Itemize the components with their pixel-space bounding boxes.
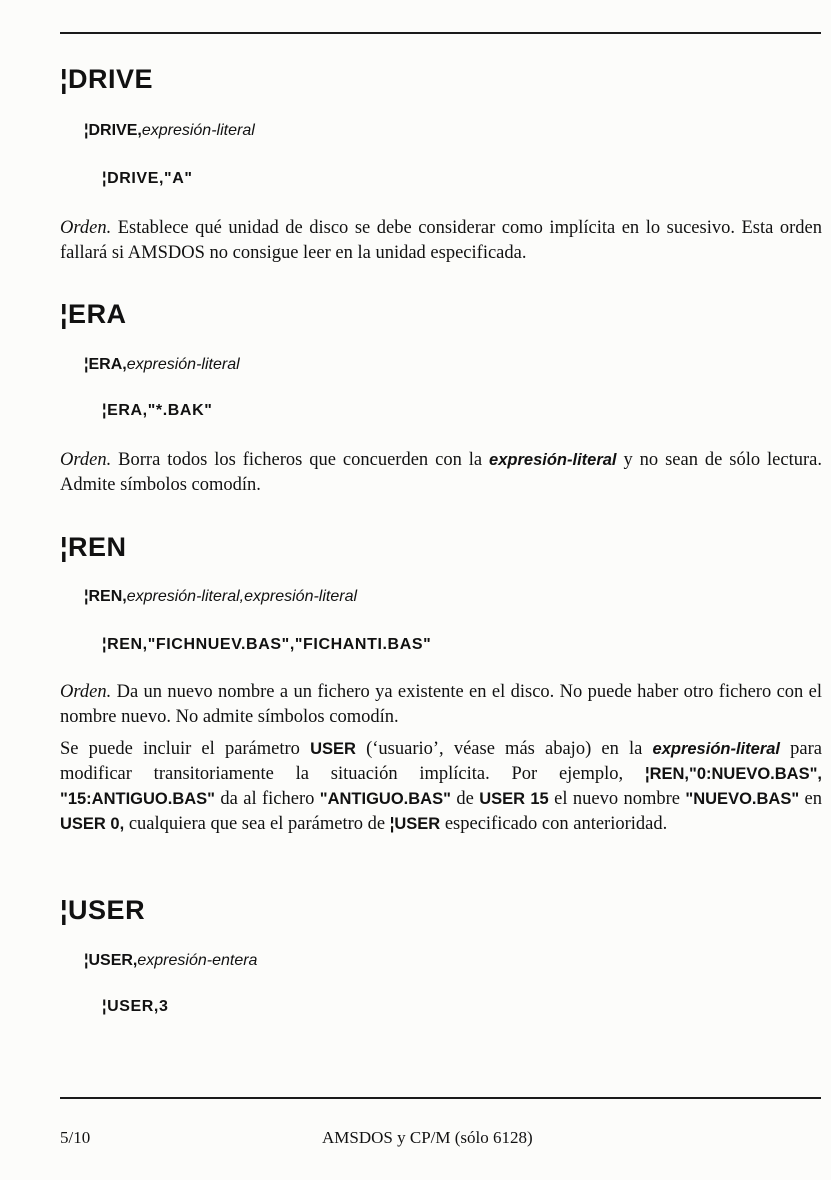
ren-syntax [84, 588, 357, 606]
user-syntax [84, 952, 257, 970]
ren-p2-text-1: Se puede incluir el parámetro [60, 739, 311, 759]
era-syntax [84, 356, 240, 374]
drive-heading: ¦DRIVE [60, 64, 154, 94]
drive-syntax [84, 122, 255, 140]
ren-p2-user-15: USER 15 [479, 790, 549, 808]
user-syntax-argument: expresión-entera [137, 952, 258, 969]
ren-p2-user-keyword: USER [310, 740, 356, 758]
top-rule [60, 32, 821, 34]
ren-example: ¦REN,"FICHNUEV.BAS","FICHANTI.BAS" [102, 636, 432, 653]
drive-desc-text: Establece qué unidad de disco se debe considerar como implícita en lo sucesivo. Esta orden fallará si AMSDOS no consigue leer en la unidad especificada. [60, 218, 822, 263]
era-desc-text-2: y no sean de sólo lectura. Admite símbolos comodín. [60, 450, 822, 495]
era-desc-term: expresión-literal [489, 451, 617, 469]
drive-desc-label: Orden. [60, 218, 112, 238]
ren-p2-text-3: para modificar transitoriamente la situación implícita. Por ejemplo, [60, 739, 822, 784]
user-heading: ¦USER [60, 895, 146, 925]
ren-desc-label: Orden. [60, 682, 112, 702]
ren-p2-text-4: da al fichero [215, 789, 320, 809]
ren-user-paragraph [60, 737, 822, 837]
ren-p2-text-5: de [450, 789, 480, 809]
ren-desc-text: Da un nuevo nombre a un fichero ya existente en el disco. No puede haber otro fichero con el nombre nuevo. No admite símbolos comodín. [60, 682, 822, 727]
era-heading: ¦ERA [60, 299, 127, 329]
bottom-rule [60, 1097, 821, 1099]
ren-description [60, 680, 822, 730]
era-desc-text-1: Borra todos los ficheros que concuerden con la [111, 450, 490, 470]
era-desc-label: Orden. [60, 450, 112, 470]
ren-p2-new-filename: "NUEVO.BAS" [685, 790, 800, 808]
drive-description [60, 216, 822, 266]
era-syntax-command: ¦ERA, [84, 356, 127, 373]
page-number: 5/10 [60, 1128, 91, 1147]
ren-p2-old-filename: "ANTIGUO.BAS" [319, 790, 451, 808]
ren-p2-text-6: el nuevo nombre [548, 789, 686, 809]
drive-example: ¦DRIVE,"A" [102, 170, 193, 187]
era-description [60, 448, 822, 498]
user-syntax-command: ¦USER, [84, 952, 138, 969]
ren-p2-user-command: ¦USER [389, 815, 441, 833]
ren-syntax-command: ¦REN, [84, 588, 127, 605]
ren-heading: ¦REN [60, 532, 127, 562]
era-example: ¦ERA,"*.BAK" [102, 402, 213, 419]
ren-p2-text-7: en [799, 789, 823, 809]
drive-syntax-command: ¦DRIVE, [84, 122, 142, 139]
ren-p2-user-0: USER 0, [60, 815, 125, 833]
ren-p2-text-8: cualquiera que sea el parámetro de [124, 814, 390, 834]
drive-syntax-argument: expresión-literal [141, 122, 255, 139]
footer-title: AMSDOS y CP/M (sólo 6128) [322, 1128, 533, 1147]
era-syntax-argument: expresión-literal [126, 356, 240, 373]
ren-p2-text-9: especificado con anterioridad. [440, 814, 668, 834]
user-example: ¦USER,3 [102, 998, 169, 1015]
ren-p2-term: expresión-literal [652, 740, 780, 758]
ren-p2-text-2: (‘usuario’, véase más abajo) en la [355, 739, 653, 759]
ren-p2-example-command: ¦REN,"0:NUEVO.BAS", "15:ANTIGUO.BAS" [60, 765, 822, 808]
ren-syntax-argument: expresión-literal,expresión-literal [126, 588, 358, 605]
